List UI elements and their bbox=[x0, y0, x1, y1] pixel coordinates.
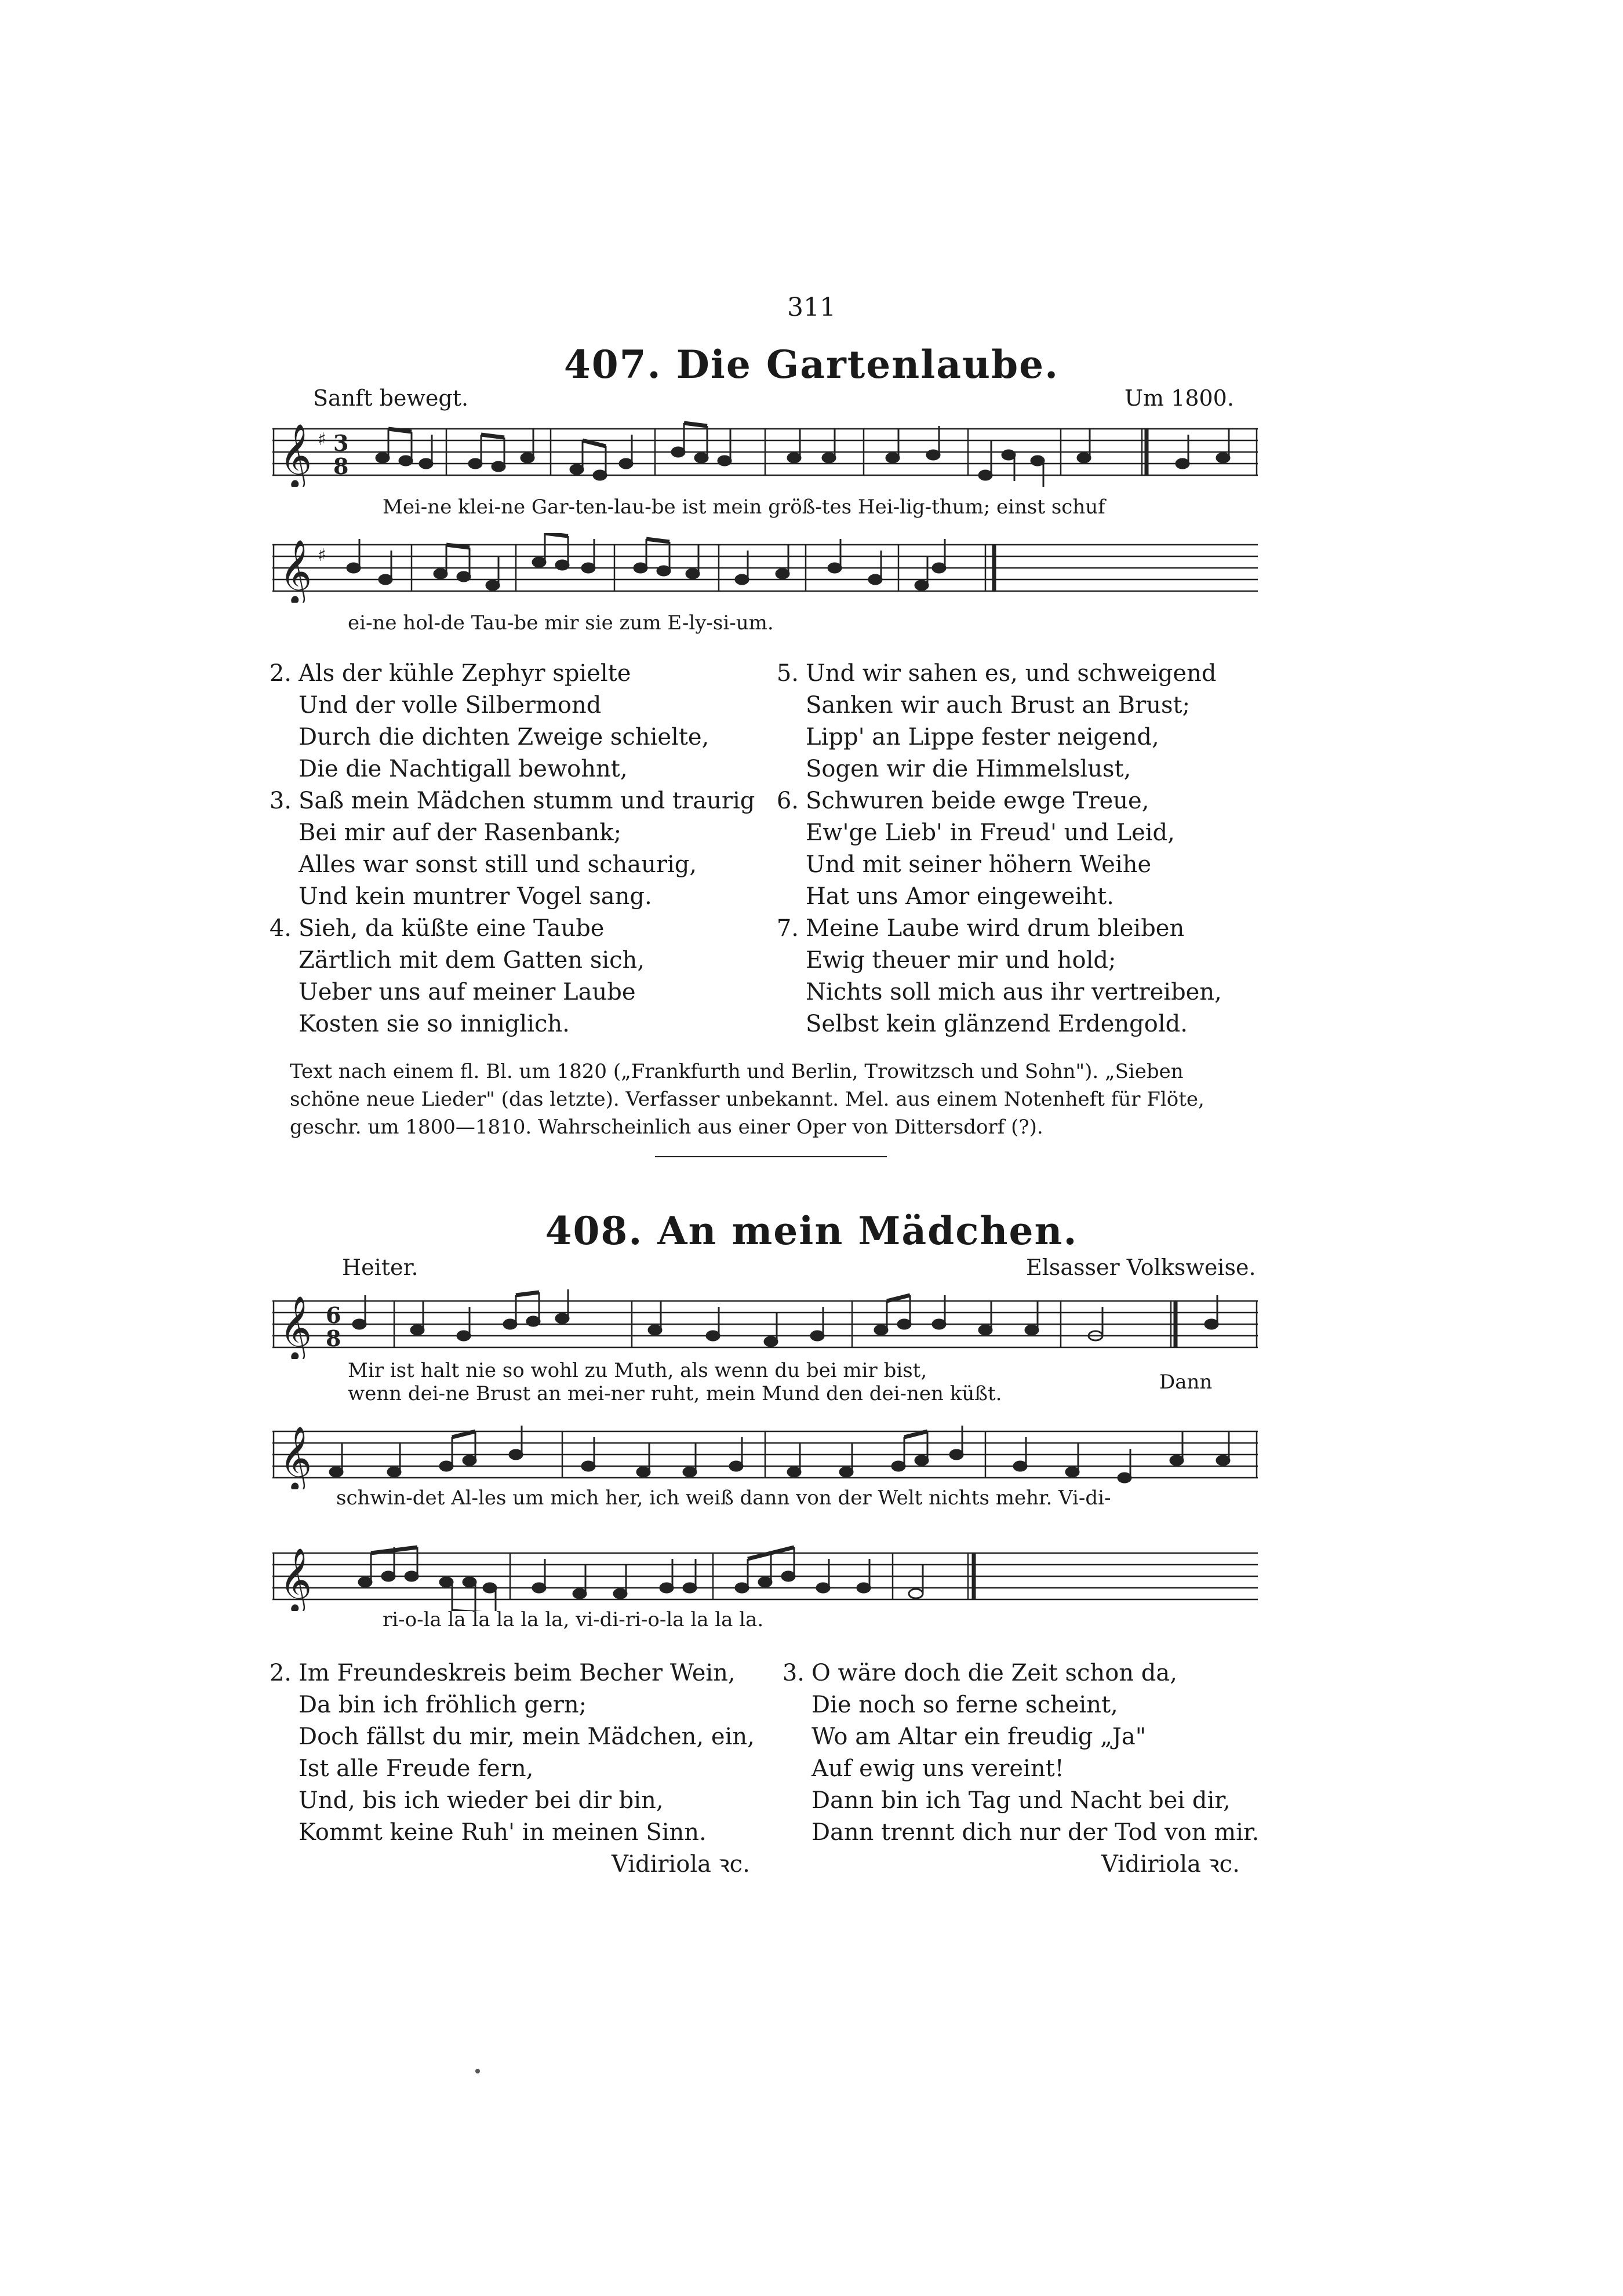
verse-number: 3. bbox=[782, 1660, 805, 1686]
svg-text:6: 6 bbox=[326, 1302, 341, 1328]
verse-line: Sieh, da küßte eine Taube bbox=[299, 915, 605, 942]
song-title bbox=[0, 1208, 1623, 1253]
print-speck bbox=[475, 2069, 480, 2073]
section-divider bbox=[655, 1156, 887, 1157]
lyrics-line-a: Mir ist halt nie so wohl zu Muth, als wenn du bei mir bist, bbox=[348, 1359, 927, 1382]
verse-line: Die noch so ferne scheint, bbox=[812, 1692, 1118, 1718]
verse-line: Kommt keine Ruh' in meinen Sinn. bbox=[299, 1819, 707, 1846]
svg-text:♯: ♯ bbox=[318, 429, 326, 450]
music-staff bbox=[272, 1536, 1258, 1611]
svg-text:𝄞: 𝄞 bbox=[279, 1426, 312, 1489]
verse bbox=[777, 1657, 1259, 1880]
music-staff bbox=[272, 417, 1258, 487]
source-note: Text nach einem fl. Bl. um 1820 („Frankfurth und Berlin, Trowitzsch und Sohn"). „Sieben schöne neue Lieder" (das letzte). Verfasser unbekannt. Mel. aus einem Notenheft für Flöte, geschr. um 1800—1810. Wahrscheinlich aus einer Oper von Dittersdorf (?). bbox=[290, 1060, 1204, 1139]
verse-line: Sanken wir auch Brust an Brust; bbox=[806, 692, 1191, 719]
music-staff bbox=[272, 533, 1258, 603]
tempo-marking: Heiter. bbox=[342, 1255, 419, 1280]
verse-line: Nichts soll mich aus ihr vertreiben, bbox=[806, 979, 1222, 1005]
lyrics-line: ei-ne hol-de Tau-be mir sie zum E-ly-si-um. bbox=[348, 611, 774, 635]
verse-number: 4. bbox=[269, 915, 292, 942]
svg-text:𝄞: 𝄞 bbox=[279, 1548, 312, 1611]
verse-number: 3. bbox=[269, 788, 292, 814]
verse bbox=[264, 913, 645, 1040]
svg-text:𝄞: 𝄞 bbox=[279, 540, 312, 603]
tempo-marking: Sanft bewegt. bbox=[313, 385, 469, 411]
verse-number: 7. bbox=[776, 915, 799, 942]
verse-number: 5. bbox=[776, 660, 799, 687]
verse-line: Dann bin ich Tag und Nacht bei dir, bbox=[812, 1787, 1231, 1814]
verse-line: Ewig theuer mir und hold; bbox=[806, 947, 1116, 974]
verse bbox=[264, 1657, 755, 1880]
verse-line: Im Freundeskreis beim Becher Wein, bbox=[299, 1660, 736, 1686]
verse-number: 2. bbox=[269, 1660, 292, 1686]
verse-line: Durch die dichten Zweige schielte, bbox=[299, 724, 709, 750]
svg-text:8: 8 bbox=[333, 453, 349, 479]
source-marking: Elsasser Volksweise. bbox=[1026, 1255, 1256, 1280]
verse-line: Und kein muntrer Vogel sang. bbox=[299, 883, 652, 910]
verse bbox=[264, 658, 709, 785]
song-title-text: An mein Mädchen. bbox=[657, 1208, 1078, 1253]
music-staff bbox=[272, 1414, 1258, 1489]
verse-line: Selbst kein glänzend Erdengold. bbox=[806, 1011, 1188, 1037]
verse-line: Ist alle Freude fern, bbox=[299, 1755, 534, 1782]
page-number: 311 bbox=[787, 293, 836, 322]
verse-line: Da bin ich fröhlich gern; bbox=[299, 1692, 587, 1718]
verse bbox=[771, 785, 1175, 913]
verse-line: Doch fällst du mir, mein Mädchen, ein, bbox=[299, 1723, 755, 1750]
svg-text:𝄞: 𝄞 bbox=[279, 1296, 312, 1359]
refrain: Vidiriola ꝛc. bbox=[612, 1851, 750, 1878]
verse-line: Und der volle Silbermond bbox=[299, 692, 602, 719]
verse-line: Meine Laube wird drum bleiben bbox=[806, 915, 1185, 942]
verse-line: Auf ewig uns vereint! bbox=[812, 1755, 1064, 1782]
svg-text:𝄞: 𝄞 bbox=[279, 424, 312, 487]
verse-line: Zärtlich mit dem Gatten sich, bbox=[299, 947, 645, 974]
verse-line: Die die Nachtigall bewohnt, bbox=[299, 756, 628, 782]
verse-number: 6. bbox=[776, 788, 799, 814]
verse-line: O wäre doch die Zeit schon da, bbox=[812, 1660, 1177, 1686]
lyrics-line: ri-o-la la la la la la, vi-di-ri-o-la la la la. bbox=[383, 1608, 764, 1631]
verse bbox=[771, 658, 1216, 785]
svg-text:3: 3 bbox=[333, 430, 349, 456]
lyrics-line-b: wenn dei-ne Brust an mei-ner ruht, mein Mund den dei-nen küßt. bbox=[348, 1382, 1002, 1405]
verse-line: Ew'ge Lieb' in Freud' und Leid, bbox=[806, 819, 1175, 846]
verse-line: Sogen wir die Himmelslust, bbox=[806, 756, 1131, 782]
verse-line: Wo am Altar ein freudig „Ja" bbox=[812, 1723, 1147, 1750]
svg-text:8: 8 bbox=[326, 1325, 341, 1351]
music-staff bbox=[272, 1284, 1258, 1359]
song-title bbox=[0, 342, 1623, 387]
date-marking: Um 1800. bbox=[1125, 385, 1234, 411]
verse-number: 2. bbox=[269, 660, 292, 687]
verse-line: Und, bis ich wieder bei dir bin, bbox=[299, 1787, 664, 1814]
lyrics-line bbox=[348, 1359, 1002, 1405]
verse-line: Dann trennt dich nur der Tod von mir. bbox=[812, 1819, 1260, 1846]
verse-line: Alles war sonst still und schaurig, bbox=[299, 851, 697, 878]
verse-line: Hat uns Amor eingeweiht. bbox=[806, 883, 1114, 910]
verse-line: Als der kühle Zephyr spielte bbox=[299, 660, 631, 687]
lyrics-line: schwin-det Al-les um mich her, ich weiß dann von der Welt nichts mehr. Vi-di- bbox=[336, 1486, 1111, 1510]
verse-line: Und wir sahen es, und schweigend bbox=[806, 660, 1217, 687]
refrain: Vidiriola ꝛc. bbox=[1101, 1851, 1240, 1878]
verse-line: Ueber uns auf meiner Laube bbox=[299, 979, 636, 1005]
verse bbox=[264, 785, 755, 913]
verse-line: Und mit seiner höhern Weihe bbox=[806, 851, 1152, 878]
verse bbox=[771, 913, 1222, 1040]
verse-line: Schwuren beide ewge Treue, bbox=[806, 788, 1149, 814]
lyrics-line: Mei-ne klei-ne Gar-ten-lau-be ist mein größ-tes Hei-lig-thum; einst schuf bbox=[383, 495, 1105, 519]
verse-line: Kosten sie so inniglich. bbox=[299, 1011, 570, 1037]
svg-text:♯: ♯ bbox=[318, 545, 326, 566]
verse-line: Bei mir auf der Rasenbank; bbox=[299, 819, 622, 846]
lyrics-continuation: Dann bbox=[1159, 1371, 1213, 1394]
song-number: 408. bbox=[545, 1208, 643, 1253]
song-title-text: Die Gartenlaube. bbox=[676, 342, 1060, 387]
song-number: 407. bbox=[563, 342, 662, 387]
verse-line: Saß mein Mädchen stumm und traurig bbox=[299, 788, 755, 814]
verse-line: Lipp' an Lippe fester neigend, bbox=[806, 724, 1159, 750]
